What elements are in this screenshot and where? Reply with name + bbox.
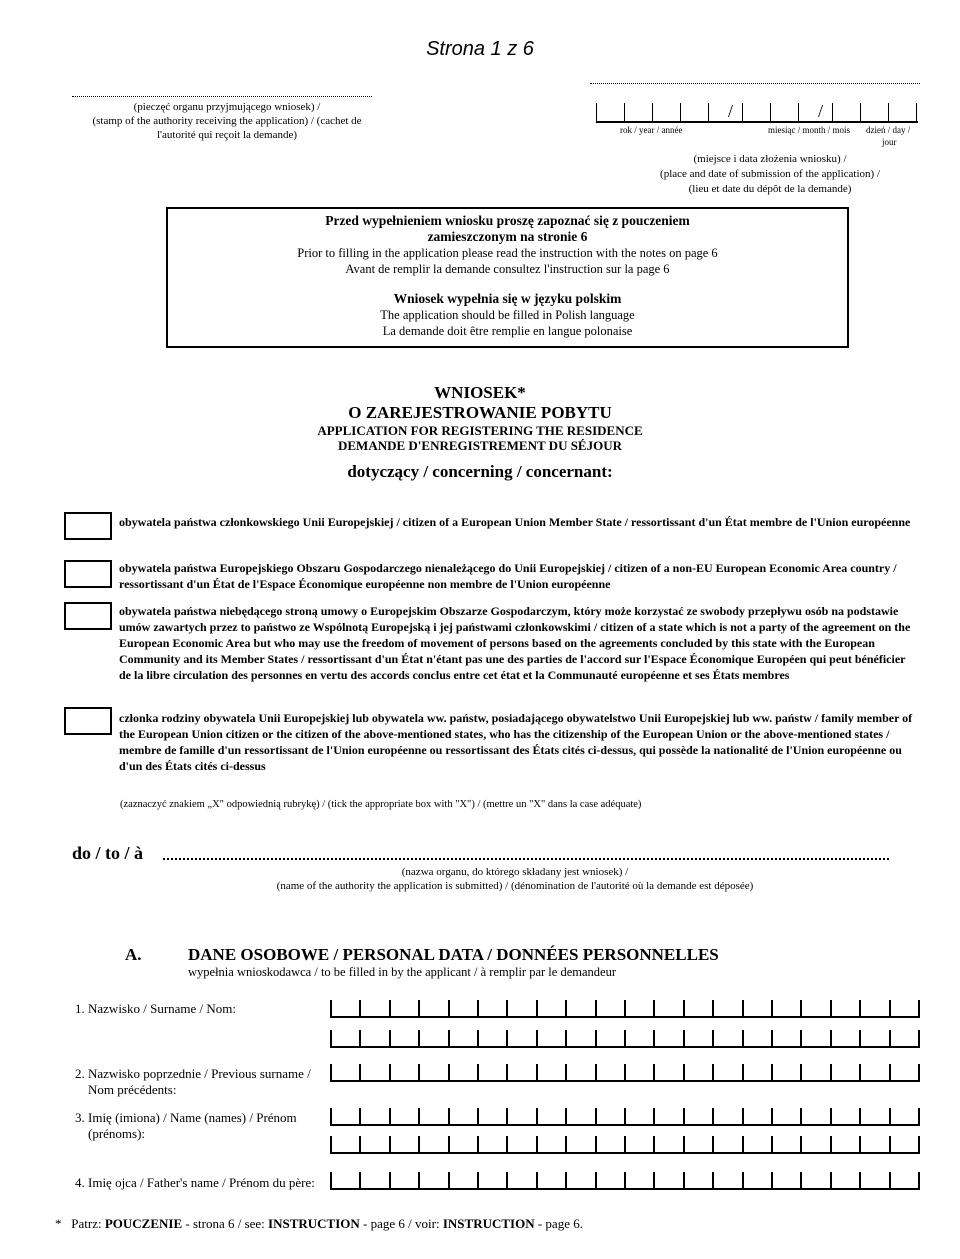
option-checkbox-eea-citizen[interactable]	[64, 560, 112, 588]
grid-cell-divider	[418, 1030, 420, 1048]
grid-cell-divider	[418, 1064, 420, 1082]
grid-cell-divider	[448, 1172, 450, 1190]
grid-cell-divider	[506, 1000, 508, 1018]
grid-cell-divider	[448, 1108, 450, 1126]
grid-cell-divider	[918, 1064, 920, 1082]
grid-cell-divider	[506, 1064, 508, 1082]
authority-caption-line: (nazwa organu, do którego składany jest wniosek) /	[401, 866, 629, 878]
grid-cell-divider	[712, 1136, 714, 1154]
footnote-text: Patrz:	[71, 1216, 105, 1231]
instructions-box	[166, 207, 849, 348]
grid-cell-divider	[477, 1030, 479, 1048]
grid-cell-divider	[742, 1064, 744, 1082]
grid-cell-divider	[683, 1136, 685, 1154]
previous-surname-label-line: Nom précédents:	[88, 1082, 177, 1097]
grid-cell-divider	[889, 1172, 891, 1190]
place-dotted-line[interactable]	[590, 83, 920, 84]
instructions-en: Prior to filling in the application please read the instruction with the notes on page 6	[297, 246, 718, 260]
grid-cell-divider	[330, 1136, 332, 1154]
grid-cell-divider	[418, 1108, 420, 1126]
grid-cell-divider	[624, 1172, 626, 1190]
title-line: DEMANDE D'ENREGISTREMENT DU SÉJOUR	[338, 438, 622, 453]
grid-cell-divider	[653, 1064, 655, 1082]
date-cell-divider	[888, 103, 889, 121]
footnote-bold: INSTRUCTION	[442, 1216, 535, 1231]
grid-cell-divider	[742, 1000, 744, 1018]
date-cell-divider	[832, 103, 833, 121]
names-grid-row[interactable]	[330, 1108, 920, 1126]
grid-cell-divider	[330, 1000, 332, 1018]
grid-cell-divider	[330, 1064, 332, 1082]
place-caption-line: (place and date of submission of the application) /	[660, 168, 880, 180]
tick-note: (zaznaczyć znakiem „X" odpowiednią rubrykę) / (tick the appropriate box with "X") / (mettre un "X" dans la case adéquate)	[120, 799, 642, 810]
grid-cell-divider	[477, 1172, 479, 1190]
previous-surname-label	[75, 1066, 311, 1098]
grid-cell-divider	[565, 1108, 567, 1126]
grid-cell-divider	[712, 1108, 714, 1126]
date-label-day-fr: jour	[882, 137, 897, 147]
footnote-bold: INSTRUCTION	[268, 1216, 360, 1231]
grid-cell-divider	[683, 1108, 685, 1126]
place-date-caption	[620, 152, 920, 197]
grid-cell-divider	[624, 1064, 626, 1082]
grid-cell-divider	[742, 1030, 744, 1048]
grid-cell-divider	[418, 1000, 420, 1018]
date-cell-divider	[708, 103, 709, 121]
page-number: Strona 1 z 6	[426, 38, 534, 60]
grid-cell-divider	[448, 1030, 450, 1048]
surname-label: 1. Nazwisko / Surname / Nom:	[75, 1001, 237, 1016]
grid-cell-divider	[595, 1136, 597, 1154]
grid-cell-divider	[859, 1108, 861, 1126]
grid-cell-divider	[418, 1136, 420, 1154]
stamp-caption-line: l'autorité qui reçoit la demande)	[156, 129, 298, 141]
grid-cell-divider	[595, 1064, 597, 1082]
grid-cell-divider	[418, 1172, 420, 1190]
title-line: WNIOSEK*	[434, 383, 526, 402]
grid-cell-divider	[536, 1030, 538, 1048]
grid-cell-divider	[595, 1000, 597, 1018]
date-label-day: dzień / day /	[866, 125, 911, 135]
language-en: The application should be filled in Polish language	[380, 308, 635, 322]
language-pl: Wniosek wypełnia się w języku polskim	[393, 291, 622, 306]
grid-cell-divider	[448, 1136, 450, 1154]
grid-cell-divider	[800, 1108, 802, 1126]
grid-cell-divider	[800, 1136, 802, 1154]
grid-cell-divider	[595, 1172, 597, 1190]
section-subtitle: wypełnia wnioskodawca / to be filled in by the applicant / à remplir par le demandeur	[188, 965, 616, 979]
authority-caption	[200, 865, 830, 893]
grid-cell-divider	[712, 1172, 714, 1190]
option-label: członka rodziny obywatela Unii Europejskiej lub obywatela ww. państw, posiadającego obywatelstwo Unii Europejskiej lub ww. państw / family member of the European Union citizen or the citizen of the above-mentioned states, who has the citizenship of the European Union or the above-mentioned states / membre de famille d'un ressortissant de l'Union européenne ou ressortissant des États cités ci-dessus, qui possède la nationalité de l'Union européenne ou d'un des États cités ci-dessus	[119, 711, 913, 773]
form-title	[0, 383, 960, 453]
date-cell-divider	[770, 103, 771, 121]
grid-cell-divider	[389, 1000, 391, 1018]
option-label: obywatela państwa członkowskiego Unii Europejskiej / citizen of a European Union Member State / ressortissant d'un État membre de l'Union européenne	[119, 515, 911, 529]
grid-cell-divider	[477, 1136, 479, 1154]
names-label	[75, 1110, 297, 1142]
footnote-star: *	[55, 1216, 62, 1231]
stamp-caption-line: (stamp of the authority receiving the application) / (cachet de	[92, 115, 362, 127]
date-cell-divider	[596, 103, 597, 121]
date-cell-divider	[742, 103, 743, 121]
footnote	[55, 1216, 583, 1232]
grid-cell-divider	[683, 1064, 685, 1082]
grid-cell-divider	[565, 1172, 567, 1190]
grid-cell-divider	[536, 1136, 538, 1154]
grid-cell-divider	[889, 1064, 891, 1082]
grid-cell-divider	[389, 1030, 391, 1048]
grid-cell-divider	[859, 1030, 861, 1048]
previous-surname-label-line: 2. Nazwisko poprzednie / Previous surname /	[75, 1066, 311, 1081]
grid-cell-divider	[624, 1030, 626, 1048]
grid-cell-divider	[477, 1064, 479, 1082]
language-fr: La demande doit être remplie en langue polonaise	[382, 324, 633, 338]
grid-cell-divider	[536, 1000, 538, 1018]
grid-cell-divider	[859, 1172, 861, 1190]
grid-cell-divider	[712, 1064, 714, 1082]
grid-cell-divider	[624, 1000, 626, 1018]
grid-cell-divider	[683, 1030, 685, 1048]
grid-cell-divider	[918, 1000, 920, 1018]
date-cell-divider	[652, 103, 653, 121]
title-line: APPLICATION FOR REGISTERING THE RESIDENCE	[317, 423, 643, 438]
grid-cell-divider	[389, 1108, 391, 1126]
date-cell-divider	[680, 103, 681, 121]
names-grid-row[interactable]	[330, 1136, 920, 1154]
grid-cell-divider	[595, 1030, 597, 1048]
grid-cell-divider	[889, 1000, 891, 1018]
grid-cell-divider	[653, 1030, 655, 1048]
date-baseline	[596, 121, 918, 123]
option-checkbox-family-member[interactable]	[64, 707, 112, 735]
date-label-year: rok / year / année	[620, 125, 683, 135]
grid-cell-divider	[889, 1108, 891, 1126]
title-line: O ZAREJESTROWANIE POBYTU	[348, 403, 612, 422]
grid-cell-divider	[683, 1000, 685, 1018]
father-name-grid-row[interactable]	[330, 1172, 920, 1190]
names-label-line: (prénoms):	[88, 1126, 146, 1141]
grid-cell-divider	[536, 1172, 538, 1190]
surname-grid-row[interactable]	[330, 1030, 920, 1048]
grid-cell-divider	[624, 1136, 626, 1154]
footnote-text: - page 6.	[534, 1216, 583, 1231]
grid-cell-divider	[771, 1000, 773, 1018]
grid-cell-divider	[359, 1000, 361, 1018]
stamp-caption-line: (pieczęć organu przyjmującego wniosek) /	[133, 101, 321, 113]
grid-cell-divider	[506, 1108, 508, 1126]
grid-cell-divider	[389, 1172, 391, 1190]
grid-cell-divider	[889, 1136, 891, 1154]
authority-input-line[interactable]	[163, 858, 889, 860]
surname-grid-row[interactable]	[330, 1000, 920, 1018]
grid-cell-divider	[800, 1172, 802, 1190]
grid-cell-divider	[712, 1000, 714, 1018]
section-letter: A.	[125, 945, 142, 964]
grid-cell-divider	[918, 1136, 920, 1154]
grid-cell-divider	[448, 1000, 450, 1018]
grid-cell-divider	[830, 1000, 832, 1018]
grid-cell-divider	[800, 1064, 802, 1082]
grid-cell-divider	[359, 1172, 361, 1190]
concerning-heading: dotyczący / concerning / concernant:	[347, 462, 613, 481]
footnote-bold: POUCZENIE	[104, 1216, 183, 1231]
option-label: obywatela państwa Europejskiego Obszaru Gospodarczego nienależącego do Unii Europejskiej / citizen of a non-EU European Economic Area country / ressortissant d'un État de l'Espace Économique européenne non membre de l'Union européenne	[119, 561, 897, 591]
grid-cell-divider	[859, 1064, 861, 1082]
instructions-pl: Przed wypełnieniem wniosku proszę zapoznać się z pouczeniem	[325, 213, 690, 228]
grid-cell-divider	[565, 1064, 567, 1082]
option-checkbox-non-eea-citizen[interactable]	[64, 602, 112, 630]
grid-cell-divider	[771, 1108, 773, 1126]
grid-cell-divider	[653, 1136, 655, 1154]
grid-cell-divider	[477, 1108, 479, 1126]
grid-cell-divider	[389, 1136, 391, 1154]
date-cell-divider	[916, 103, 917, 121]
grid-cell-divider	[830, 1172, 832, 1190]
stamp-caption	[72, 100, 382, 142]
grid-cell-divider	[859, 1000, 861, 1018]
grid-cell-divider	[506, 1172, 508, 1190]
grid-cell-divider	[330, 1030, 332, 1048]
grid-cell-divider	[830, 1136, 832, 1154]
option-checkbox-eu-citizen[interactable]	[64, 512, 112, 540]
grid-cell-divider	[742, 1136, 744, 1154]
grid-cell-divider	[330, 1172, 332, 1190]
grid-cell-divider	[624, 1108, 626, 1126]
instructions-pl: zamieszczonym na stronie 6	[427, 229, 588, 244]
grid-cell-divider	[448, 1064, 450, 1082]
grid-cell-divider	[389, 1064, 391, 1082]
authority-caption-line: (name of the authority the application is submitted) / (dénomination de l'autorité où la demande est déposée)	[276, 880, 754, 892]
grid-cell-divider	[565, 1000, 567, 1018]
grid-cell-divider	[536, 1108, 538, 1126]
grid-cell-divider	[506, 1030, 508, 1048]
grid-cell-divider	[800, 1030, 802, 1048]
grid-cell-divider	[506, 1136, 508, 1154]
grid-cell-divider	[830, 1064, 832, 1082]
grid-cell-divider	[653, 1000, 655, 1018]
instructions-fr: Avant de remplir la demande consultez l'instruction sur la page 6	[345, 262, 670, 276]
grid-cell-divider	[830, 1108, 832, 1126]
grid-cell-divider	[918, 1030, 920, 1048]
footnote-text: - strona 6 / see:	[182, 1216, 269, 1231]
grid-cell-divider	[359, 1030, 361, 1048]
grid-cell-divider	[653, 1172, 655, 1190]
grid-cell-divider	[712, 1030, 714, 1048]
stamp-dotted-line	[72, 96, 372, 97]
grid-cell-divider	[771, 1136, 773, 1154]
grid-cell-divider	[536, 1064, 538, 1082]
grid-cell-divider	[565, 1136, 567, 1154]
date-slash: /	[818, 101, 824, 121]
grid-cell-divider	[742, 1172, 744, 1190]
date-cell-divider	[860, 103, 861, 121]
grid-cell-divider	[359, 1064, 361, 1082]
grid-cell-divider	[771, 1064, 773, 1082]
grid-cell-divider	[771, 1030, 773, 1048]
grid-cell-divider	[359, 1136, 361, 1154]
option-label: obywatela państwa niebędącego stroną umowy o Europejskim Obszarze Gospodarczym, który może korzystać ze swobody przepływu osób na podstawie umów zawartych przez to państwo ze Wspólnotą Europejską i jej państwami członkowskimi / citizen of a state which is not a party of the agreement on the European Economic Area but who may use the freedom of movement of persons based on the agreements concluded by this state with the European Community and its Member States / ressortissant d'un État n'étant pas une des parties de l'accord sur l'Espace Économique Européen qui peut bénéficier de la libre circulation des personnes en vertu des accords conclus entre cet état et la Communauté européenne et ses États membres	[119, 604, 911, 682]
date-label-month: miesiąc / month / mois	[768, 125, 850, 135]
section-title: DANE OSOBOWE / PERSONAL DATA / DONNÉES PERSONNELLES	[188, 945, 719, 964]
names-label-line: 3. Imię (imiona) / Name (names) / Prénom	[75, 1110, 297, 1125]
to-label: do / to / à	[72, 843, 144, 863]
grid-cell-divider	[918, 1108, 920, 1126]
grid-cell-divider	[830, 1030, 832, 1048]
father-name-label: 4. Imię ojca / Father's name / Prénom du père:	[75, 1175, 315, 1190]
place-caption-line: (lieu et date du dépôt de la demande)	[688, 183, 852, 195]
grid-cell-divider	[565, 1030, 567, 1048]
grid-cell-divider	[359, 1108, 361, 1126]
grid-cell-divider	[477, 1000, 479, 1018]
grid-cell-divider	[595, 1108, 597, 1126]
previous-surname-grid-row[interactable]	[330, 1064, 920, 1082]
date-cell-divider	[798, 103, 799, 121]
grid-cell-divider	[653, 1108, 655, 1126]
date-cell-divider	[624, 103, 625, 121]
grid-cell-divider	[800, 1000, 802, 1018]
grid-cell-divider	[683, 1172, 685, 1190]
grid-cell-divider	[742, 1108, 744, 1126]
grid-cell-divider	[918, 1172, 920, 1190]
grid-cell-divider	[889, 1030, 891, 1048]
date-slash: /	[728, 101, 734, 121]
footnote-text: - page 6 / voir:	[359, 1216, 443, 1231]
place-caption-line: (miejsce i data złożenia wniosku) /	[693, 153, 847, 165]
grid-cell-divider	[771, 1172, 773, 1190]
grid-cell-divider	[330, 1108, 332, 1126]
grid-cell-divider	[859, 1136, 861, 1154]
